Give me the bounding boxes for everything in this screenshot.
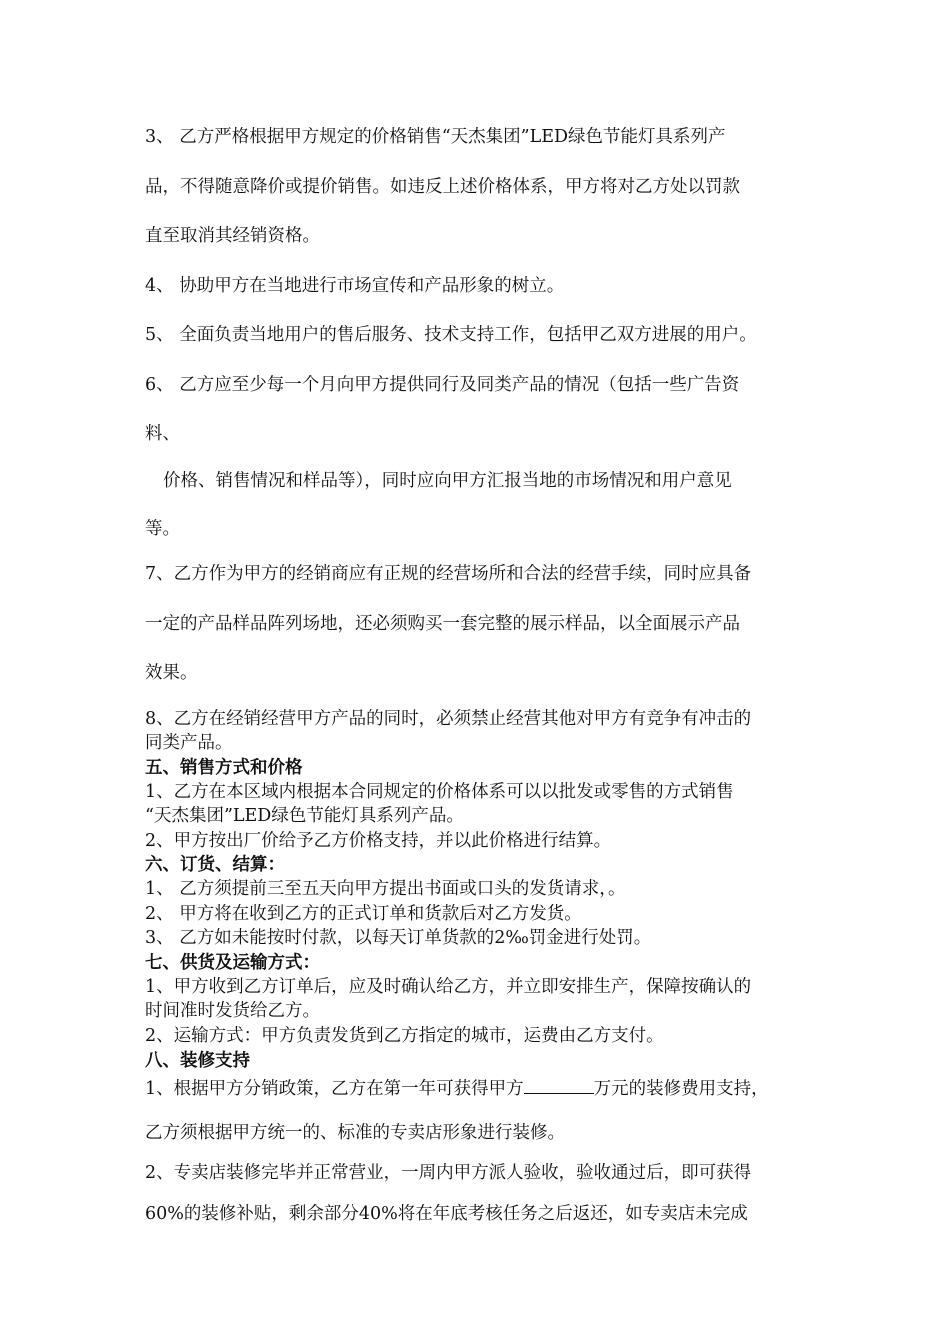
section-6-p2: 2、 甲方将在收到乙方的正式订单和货款后对乙方发货。 <box>145 904 582 924</box>
section-7-p2: 2、运输方式：甲方负责发货到乙方指定的城市，运费由乙方支付。 <box>145 1026 664 1046</box>
section-8-p1-pre: 1、根据甲方分销政策，乙方在第一年可获得甲方 <box>145 1079 524 1099</box>
section-5-heading: 五、销售方式和价格 <box>145 758 303 778</box>
section-8-p1-line-1 <box>145 1078 769 1100</box>
section-8-p2-line-2: 60%的装修补贴，剩余部分40%将在年底考核任务之后返还，如专卖店未完成 <box>145 1204 748 1224</box>
item-3-line-1: 3、 乙方严格根据甲方规定的价格销售“天杰集团”LED绿色节能灯具系列产 <box>145 127 726 147</box>
amount-blank-field <box>524 1079 594 1094</box>
section-8-p2-line-1: 2、专卖店装修完毕并正常营业，一周内甲方派人验收，验收通过后，即可获得 <box>145 1163 752 1183</box>
item-6-line-1: 6、 乙方应至少每一个月向甲方提供同行及同类产品的情况（包括一些广告资 <box>145 375 740 395</box>
section-5-p1-line-1: 1、乙方在本区域内根据本合同规定的价格体系可以以批发或零售的方式销售 <box>145 782 734 802</box>
section-7-p1-line-2: 时间准时发货给乙方。 <box>145 1001 320 1021</box>
section-5-p1-line-2: “天杰集团”LED绿色节能灯具系列产品。 <box>145 806 464 826</box>
item-8-line-2: 同类产品。 <box>145 733 233 753</box>
item-7-line-3: 效果。 <box>145 663 198 683</box>
section-6-p3: 3、 乙方如未能按时付款，以每天订单货款的2‰罚金进行处罚。 <box>145 928 652 948</box>
section-7-p1-line-1: 1、甲方收到乙方订单后，应及时确认给乙方，并立即安排生产，保障按确认的 <box>145 977 752 997</box>
section-6-heading: 六、订货、结算： <box>145 855 285 875</box>
item-3-line-2: 品，不得随意降价或提价销售。如违反上述价格体系，甲方将对乙方处以罚款 <box>145 177 740 197</box>
item-7-line-2: 一定的产品样品阵列场地，还必须购买一套完整的展示样品，以全面展示产品 <box>145 614 740 634</box>
item-5: 5、 全面负责当地用户的售后服务、技术支持工作，包括甲乙双方进展的用户。 <box>145 325 757 345</box>
item-6-line-3: 价格、销售情况和样品等），同时应向甲方汇报当地的市场情况和用户意见 <box>163 471 732 491</box>
section-7-heading: 七、供货及运输方式： <box>145 953 320 973</box>
item-6-line-2: 料、 <box>145 424 180 444</box>
item-7-line-1: 7、乙方作为甲方的经销商应有正规的经营场所和合法的经营手续，同时应具备 <box>145 564 752 584</box>
section-6-p1: 1、 乙方须提前三至五天向甲方提出书面或口头的发货请求，。 <box>145 879 626 899</box>
section-5-p2: 2、甲方按出厂价给予乙方价格支持，并以此价格进行结算。 <box>145 831 612 851</box>
section-8-p1-line-2: 乙方须根据甲方统一的、标准的专卖店形象进行装修。 <box>145 1123 565 1143</box>
item-8-line-1: 8、乙方在经销经营甲方产品的同时，必须禁止经营其他对甲方有竞争有冲击的 <box>145 709 752 729</box>
item-4: 4、 协助甲方在当地进行市场宣传和产品形象的树立。 <box>145 276 565 296</box>
section-8-p1-post: 万元的装修费用支持， <box>593 1079 769 1099</box>
section-8-heading: 八、装修支持 <box>145 1051 250 1071</box>
item-6-line-4: 等。 <box>145 519 180 539</box>
item-3-line-3: 直至取消其经销资格。 <box>145 226 320 246</box>
